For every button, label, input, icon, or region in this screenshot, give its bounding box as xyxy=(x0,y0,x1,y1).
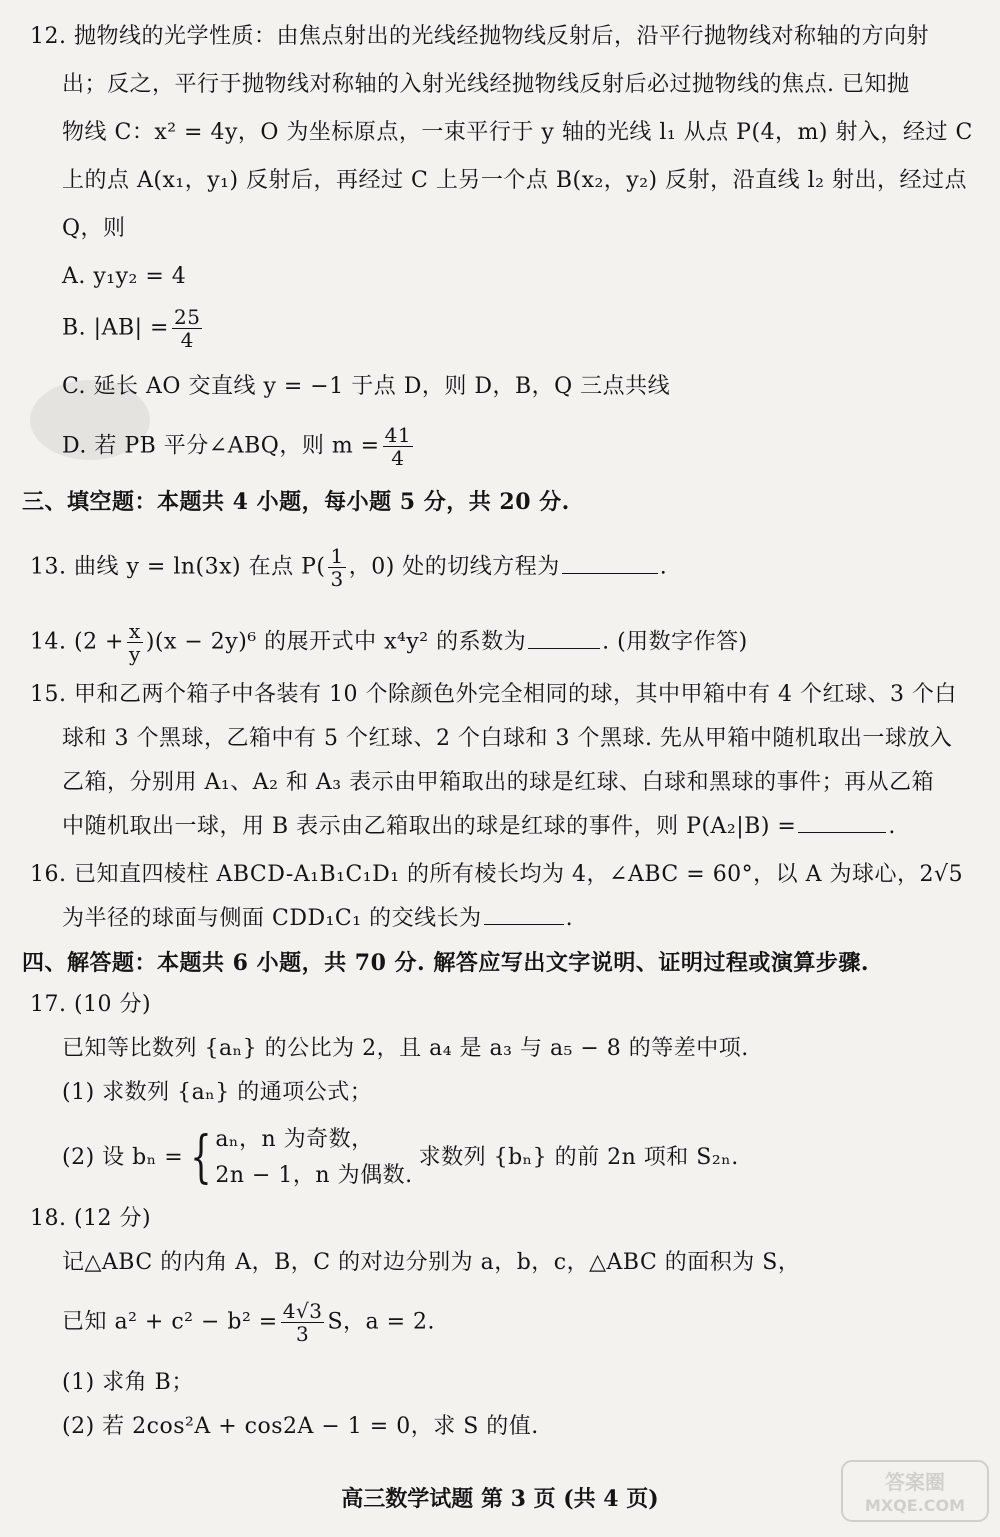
q12-option-b: B. |AB| = $\frac{25}{4}$ xyxy=(62,305,201,352)
page-footer: 高三数学试题 第 3 页 (共 4 页) xyxy=(341,1486,659,1512)
q16-line2: 为半径的球面与侧面 CDD₁C₁ 的交线长为 . xyxy=(62,906,574,931)
fraction: $\frac{4√3}{3}$ xyxy=(282,1299,323,1346)
section-4-heading: 四、解答题：本题共 6 小题，共 70 分. 解答应写出文字说明、证明过程或演算步骤. xyxy=(22,950,870,976)
q15-line1: 15. 甲和乙两个箱子中各装有 10 个除颜色外完全相同的球，其中甲箱中有 4 个红球、3 个白 xyxy=(30,682,957,707)
answer-blank xyxy=(528,628,600,649)
q12-line5: Q，则 xyxy=(62,216,126,241)
q18-statement-line1: 记△ABC 的内角 A，B，C 的对边分别为 a，b，c，△ABC 的面积为 S， xyxy=(62,1250,801,1275)
watermark-logo xyxy=(840,1459,990,1523)
q12-option-d: D. 若 PB 平分∠ABQ，则 m = $\frac{41}{4}$ xyxy=(62,423,412,470)
q12-line3: 物线 C：x² = 4y，O 为坐标原点，一束平行于 y 轴的光线 l₁ 从点 P(4，m) 射入，经过 C xyxy=(62,120,973,145)
answer-blank xyxy=(798,812,886,833)
left-brace: { xyxy=(190,1125,213,1190)
q17-part1: (1) 求数列 {aₙ} 的通项公式； xyxy=(62,1080,373,1105)
q18-part1: (1) 求角 B； xyxy=(62,1370,194,1395)
q18-part2: (2) 若 2cos²A + cos2A − 1 = 0，求 S 的值. xyxy=(62,1414,539,1439)
section-3-heading: 三、填空题：本题共 4 小题，每小题 5 分，共 20 分. xyxy=(22,489,570,515)
q17-part2: (2) 设 bₙ = { aₙ，n 为奇数， 2n − 1，n 为偶数. 求数列 {bₙ} 的前 2n 项和 S₂ₙ. xyxy=(62,1122,739,1194)
fraction: $\frac{41}{4}$ xyxy=(384,423,412,470)
q12-line2: 出；反之，平行于抛物线对称轴的入射光线经抛物线反射后必过抛物线的焦点. 已知抛 xyxy=(62,72,910,97)
q15-line4: 中随机取出一球，用 B 表示由乙箱取出的球是红球的事件，则 P(A₂|B) = . xyxy=(62,814,896,839)
q13: 13. 曲线 y = ln(3x) 在点 P( $\frac{1}{3}$ ，0) 处的切线方程为 . xyxy=(30,544,668,591)
q17-statement: 已知等比数列 {aₙ} 的公比为 2，且 a₄ 是 a₃ 与 a₅ − 8 的等差中项. xyxy=(62,1036,749,1061)
q14: 14. (2 + $\frac{x}{y}$ )(x − 2y)⁶ 的展开式中 x⁴y² 的系数为 . (用数字作答) xyxy=(30,619,748,666)
q18-statement-line2: 已知 a² + c² − b² = $\frac{4√3}{3}$ S，a = 2. xyxy=(62,1299,436,1346)
q18-header: 18. (12 分) xyxy=(30,1206,152,1231)
q16-line1: 16. 已知直四棱柱 ABCD-A₁B₁C₁D₁ 的所有棱长均为 4，∠ABC = 60°，以 A 为球心，2√5 xyxy=(30,862,964,887)
fraction: $\frac{x}{y}$ xyxy=(129,619,141,666)
fraction: $\frac{1}{3}$ xyxy=(330,544,344,591)
watermark-text: 答案圈 MXQE.COM xyxy=(864,1470,966,1515)
q12-line1: 12. 抛物线的光学性质：由焦点射出的光线经抛物线反射后，沿平行抛物线对称轴的方向射 xyxy=(30,24,929,49)
fraction: $\frac{25}{4}$ xyxy=(173,305,201,352)
q12-option-a: A. y₁y₂ = 4 xyxy=(62,264,187,289)
q12-option-c: C. 延长 AO 交直线 y = −1 于点 D，则 D，B，Q 三点共线 xyxy=(62,374,671,399)
q15-line3: 乙箱，分别用 A₁、A₂ 和 A₃ 表示由甲箱取出的球是红球、白球和黑球的事件；再从乙箱 xyxy=(62,770,935,795)
q12-line4: 上的点 A(x₁，y₁) 反射后，再经过 C 上另一个点 B(x₂，y₂) 反射，沿直线 l₂ 射出，经过点 xyxy=(62,168,967,193)
answer-blank xyxy=(562,553,658,574)
q17-header: 17. (10 分) xyxy=(30,992,152,1017)
q15-line2: 球和 3 个黑球，乙箱中有 5 个红球、2 个白球和 3 个黑球. 先从甲箱中随机取出一球放入 xyxy=(62,726,953,751)
piecewise-definition: { aₙ，n 为奇数， 2n − 1，n 为偶数. xyxy=(190,1125,413,1190)
answer-blank xyxy=(484,904,564,925)
